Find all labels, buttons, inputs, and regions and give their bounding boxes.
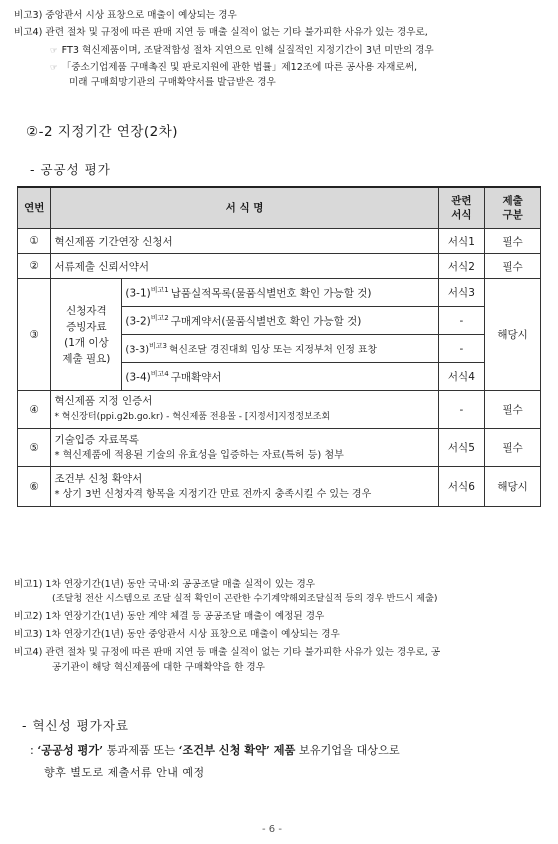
hand-pointer-icon: ☞ [50,46,58,56]
table-row [18,467,541,507]
row-note: * 혁신제품에 적용된 기술의 유효성을 입증하는 자료(특허 등) 첨부 [54,449,344,461]
row-no: ⑥ [18,467,51,507]
header-no: 연번 [18,187,51,229]
innovation-q2: ‘조건부 신청 확약’ [178,743,270,757]
group-label-3: (1개 이상 [64,336,109,349]
innovation-mid1: 통과제품 또는 [103,744,179,757]
row-name: 혁신제품 기간연장 신청서 [51,229,438,254]
section-title: ②-2 지정기간 연장(2차) [26,124,179,140]
subsection-title: - 공공성 평가 [30,162,111,177]
bottom-note-3: 비고3) 1차 연장기간(1년) 동안 중앙관서 시상 표창으로 매출이 예상되는 경우 [14,629,340,640]
row-form: 서식3 [438,279,485,307]
table-row [18,254,541,279]
top-sub-2b: 미래 구매희망기관의 구매확약서를 발급받은 경우 [69,77,276,88]
sub-item-code: (3-4) [125,371,151,384]
sub-item-name: 납품실적목록(물품식별번호 확인 가능할 것) [170,287,372,300]
row-name [51,391,438,429]
group-label-4: 제출 필요) [62,352,111,365]
header-sub-b: 구분 [502,209,523,221]
header-sub-a: 제출 [502,195,523,207]
group-label-1: 신청자격 [66,304,107,317]
hand-pointer-icon: ☞ [50,63,58,73]
bottom-note-2: 비고2) 1차 연장기간(1년) 동안 계약 체결 등 공공조달 매출이 예정된 경우 [14,611,325,622]
sub-item-sup: 비고2 [150,313,169,322]
header-form-a: 관련 [451,195,472,207]
top-sub-2-text: 「중소기업제품 구매촉진 및 판로지원에 관한 법률」제12조에 따른 공사용 자재로써, [61,62,418,73]
row-name [51,429,438,467]
sub-item [122,363,438,391]
row-sub: 해당시 [485,279,541,391]
row-no: ① [18,229,51,254]
row-name-text: 기술입증 자료목록 [54,433,139,446]
row-sub: 해당시 [485,467,541,507]
innovation-line-1 [30,742,400,758]
row-form: - [438,307,485,335]
bottom-note-4: 비고4) 관련 절차 및 규정에 따른 판매 지연 등 매출 실적이 없는 기타 불가피한 사유가 있는 경우로, 공 [14,647,441,658]
header-form [438,187,485,229]
row-no: ⑤ [18,429,51,467]
header-name: 서 식 명 [51,187,438,229]
group-label-2: 증빙자료 [66,320,107,333]
row-name-text: 조건부 신청 확약서 [54,472,143,485]
bottom-note-4b: 공기관이 해당 혁신제품에 대한 구매확약을 한 경우 [52,662,265,673]
row-no: ② [18,254,51,279]
row-form: 서식2 [438,254,485,279]
sub-item-code: (3-2) [125,315,151,328]
bottom-note-1: 비고1) 1차 연장기간(1년) 동안 국내·외 공공조달 매출 실적이 있는 경우 [14,579,315,590]
row-form: - [438,335,485,363]
table-row [18,391,541,429]
sub-item-sup: 비고3 [149,342,168,351]
sub-item-sup: 비고4 [150,369,169,378]
sub-item [122,279,438,307]
row-note: * 상기 3번 신청자격 항목을 지정기간 만료 전까지 충족시킬 수 있는 경우 [54,488,372,500]
sub-item [122,335,438,363]
row-form: 서식1 [438,229,485,254]
row-no: ④ [18,391,51,429]
table-header-row [18,187,541,229]
row-sub: 필수 [485,429,541,467]
bottom-note-1b: (조달청 전산 시스템으로 조달 실적 확인이 곤란한 수기계약해외조달실적 등의 경우 반드시 제출) [52,593,438,604]
innovation-q1: ‘공공성 평가’ [37,743,104,757]
innovation-mid2: 제품 [269,744,296,757]
group-label [51,279,122,391]
row-form: 서식6 [438,467,485,507]
table-row [18,429,541,467]
row-name [51,467,438,507]
row-note: * 혁신장터(ppi.g2b.go.kr) - 혁신제품 전용몰 - [지정서]지정정보조회 [54,412,331,422]
document-table [17,186,541,507]
row-form: - [438,391,485,429]
sub-item-name: 구매계약서(물품식별번호 확인 가능할 것) [170,315,362,328]
header-sub [485,187,541,229]
row-sub: 필수 [485,391,541,429]
top-sub-1-text: FT3 혁신제품이며, 조달적합성 절차 지연으로 인해 실질적인 지정기간이 3년 미만의 경우 [61,45,434,56]
top-sub-1 [50,44,434,58]
header-form-b: 서식 [451,209,472,221]
row-no: ③ [18,279,51,391]
top-sub-2 [50,61,417,75]
sub-item-code: (3-3) [125,344,150,356]
table-row [18,229,541,254]
innovation-title: - 혁신성 평가자료 [22,718,129,733]
top-note-3: 비고3) 중앙관서 시상 표창으로 매출이 예상되는 경우 [14,10,237,21]
table-row [18,279,541,307]
row-form: 서식5 [438,429,485,467]
sub-item-code: (3-1) [125,287,151,300]
innovation-prefix: : [30,744,38,757]
sub-item-sup: 비고1 [150,285,169,294]
sub-item-name: 혁신조달 경진대회 입상 또는 지정부처 인정 표창 [169,344,377,356]
top-note-4: 비고4) 관련 절차 및 규정에 따른 판매 지연 등 매출 실적이 없는 기타 불가피한 사유가 있는 경우로, [14,27,428,38]
row-name-text: 혁신제품 지정 인증서 [54,395,153,407]
sub-item [122,307,438,335]
row-sub: 필수 [485,254,541,279]
innovation-end: 보유기업을 대상으로 [295,744,400,757]
page-number: - 6 - [262,824,282,835]
sub-item-name: 구매확약서 [170,371,222,384]
row-sub: 필수 [485,229,541,254]
row-form: 서식4 [438,363,485,391]
innovation-line-2: 향후 별도로 제출서류 안내 예정 [44,766,205,779]
row-name: 서류제출 신뢰서약서 [51,254,438,279]
